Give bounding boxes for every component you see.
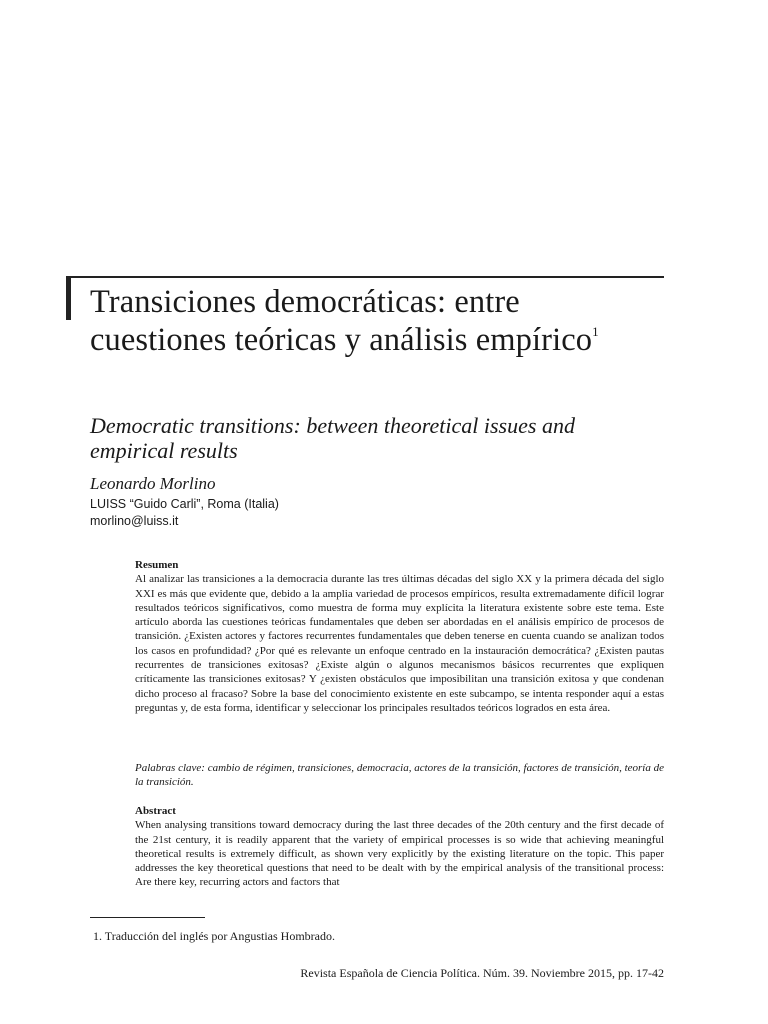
article-subtitle-en: Democratic transitions: between theoretical issues and empirical results xyxy=(90,413,575,463)
title-footnote-ref[interactable]: 1 xyxy=(592,324,599,339)
article-title-text: Transiciones democráticas: entre cuestiones teóricas y análisis empírico xyxy=(90,284,593,358)
author-email[interactable]: morlino@luiss.it xyxy=(90,514,179,528)
resumen-text: Al analizar las transiciones a la democracia durante las tres últimas décadas del siglo XX y la primera década del siglo XXI es más que evidente que, debido a la amplia variedad de procesos empíricos, resulta extremadamente difícil lograr resultados teóricos significativos, como muestra de forma muy explícita la literatura existente sobre este tema. Este artículo aborda las cuestiones teóricas fundamentales que deben ser abordadas en el análisis empírico de procesos de transición. ¿Existen actores y factores recurrentes fundamentales que deben tenerse en cuenta cuando se analizan todos los casos en profundidad? ¿Por qué es relevante un enfoque centrado en la instauración democrática? ¿Existen pautas recurrentes de transiciones exitosas? ¿Existe algún o algunos mecanismos básicos recurrentes que expliquen críticamente las transiciones exitosas? Y ¿existen obstáculos que imposibilitan una transición exitosa y que condenan dicho proceso al fracaso? Sobre la base del conocimiento existente en este subcampo, se intenta responder aquí a estas preguntas y, de esta forma, identificar y seleccionar los principales resultados teóricos logrados en esta área. xyxy=(135,573,664,714)
abstract-section xyxy=(135,804,664,890)
resumen-heading: Resumen xyxy=(135,559,179,571)
header-rule xyxy=(66,276,664,278)
title-accent-bar xyxy=(66,276,71,320)
abstract-heading: Abstract xyxy=(135,805,176,817)
author-affiliation: LUISS “Guido Carli”, Roma (Italia) xyxy=(90,497,279,511)
journal-footer: Revista Española de Ciencia Política. Núm. 39. Noviembre 2015, pp. 17-42 xyxy=(300,966,664,980)
footnote-rule xyxy=(90,917,205,918)
article-title xyxy=(90,283,650,359)
resumen-section xyxy=(135,558,664,715)
keywords: Palabras clave: cambio de régimen, transiciones, democracia, actores de la transición, factores de transición, teoría de la transición. xyxy=(135,762,664,789)
author-name: Leonardo Morlino xyxy=(90,474,216,493)
footnote: 1. Traducción del inglés por Angustias Hombrado. xyxy=(93,929,335,943)
abstract-text: When analysing transitions toward democracy during the last three decades of the 20th century and the first decade of the 21st century, it is readily apparent that the variety of empirical processes is so wide that achieving meaningful theoretical results is extremely difficult, as shown very explicitly by the existing literature on the topic. This paper addresses the key theoretical questions that need to be dealt with by the empirical analysis of the transitional process: Are there key, recurring actors and factors that xyxy=(135,819,664,889)
